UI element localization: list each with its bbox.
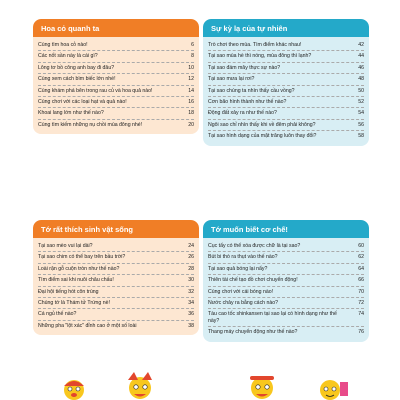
toc-page-number: 12	[188, 76, 194, 83]
toc-row	[38, 252, 194, 263]
toc-list	[33, 238, 199, 335]
section-hoa-co	[33, 19, 199, 134]
toc-title: Chúng tớ là Thám tử Trứng nè!	[38, 300, 110, 307]
toc-page-number: 64	[358, 265, 364, 272]
toc-page-number: 72	[358, 300, 364, 307]
toc-page-number: 6	[191, 42, 194, 48]
toc-row	[208, 287, 364, 298]
toc-page-number: 18	[188, 110, 194, 117]
toc-title: Lông tơ bồ công anh bay đi đâu?	[38, 64, 115, 71]
toc-page-number: 74	[358, 311, 364, 318]
toc-row	[38, 40, 194, 51]
toc-row	[208, 120, 364, 131]
toc-page-number: 16	[188, 99, 194, 106]
toc-title: Bút bi thò ra thụt vào thế nào?	[208, 254, 278, 261]
toc-title: Tại sao hình dạng của mặt trăng luôn thay đổi?	[208, 133, 317, 140]
toc-page-number: 26	[188, 254, 194, 261]
toc-title: Tại sao mèo vui lại dài?	[38, 243, 93, 249]
toc-page-number: 30	[188, 277, 194, 284]
toc-title: Cùng khám phá bên trong rau củ và hoa quả nào!	[38, 87, 153, 94]
section-title: Hoa cỏ quanh ta	[41, 23, 100, 33]
toc-list	[33, 37, 199, 134]
toc-title: Cùng xem cách bìm biếc lớn nhé!	[38, 76, 116, 83]
toc-row	[38, 97, 194, 108]
toc-page-number: 58	[358, 133, 364, 140]
toc-row	[208, 131, 364, 141]
toc-page-number: 24	[188, 243, 194, 249]
toc-page-number: 8	[191, 53, 194, 60]
toc-row	[208, 327, 364, 337]
toc-page-number: 38	[188, 322, 194, 329]
toc-page-number: 76	[358, 329, 364, 336]
toc-title: Cục tẩy có thể xóa được chữ là tại sao?	[208, 243, 301, 249]
toc-page-number: 14	[188, 87, 194, 94]
section-su-ky-la	[203, 19, 369, 146]
toc-page-number: 34	[188, 300, 194, 307]
toc-page-number: 54	[358, 110, 364, 117]
toc-row	[208, 264, 364, 275]
toc-row	[208, 252, 364, 263]
toc-list	[203, 238, 369, 342]
toc-row	[208, 97, 364, 108]
toc-title: Thang máy chuyển động như thế nào?	[208, 329, 298, 336]
toc-row	[38, 86, 194, 97]
toc-row	[38, 298, 194, 309]
toc-row	[208, 108, 364, 119]
section-sinh-vat	[33, 220, 199, 335]
toc-row	[208, 275, 364, 286]
toc-row	[208, 86, 364, 97]
toc-page-number: 46	[358, 64, 364, 71]
section-title: Tớ muốn biết cơ chế!	[211, 224, 288, 234]
toc-page-number: 70	[358, 288, 364, 295]
toc-title: Đại hội tiếng hót côn trùng	[38, 288, 99, 295]
toc-row	[208, 241, 364, 252]
toc-title: Tại sao mưa lại rơi?	[208, 76, 255, 83]
toc-row	[38, 63, 194, 74]
section-header	[33, 220, 199, 238]
section-title: Tớ rất thích sinh vật sống	[41, 224, 134, 234]
toc-page-number: 56	[358, 121, 364, 128]
toc-title: Ngôi sao chỉ nhìn thấy khi về đêm phải không?	[208, 121, 316, 128]
section-co-che	[203, 220, 369, 342]
toc-row	[38, 51, 194, 62]
toc-title: Loài rận gỗ cuộn tròn như thế nào?	[38, 265, 120, 272]
toc-row	[38, 309, 194, 320]
toc-row	[38, 264, 194, 275]
toc-title: Tại sao mùa hè thì nóng, mùa đông thì lạnh?	[208, 53, 312, 60]
character-left-icon	[64, 380, 84, 400]
toc-page-number: 42	[358, 42, 364, 48]
toc-page-number: 36	[188, 311, 194, 318]
toc-page-number: 50	[358, 87, 364, 94]
toc-title: Động đất xảy ra như thế nào?	[208, 110, 277, 117]
toc-title: Thiên tài chế tạo đồ chơi chuyển động!	[208, 277, 298, 284]
toc-row	[208, 51, 364, 62]
toc-row	[38, 275, 194, 286]
toc-title: Cá ngủ thế nào?	[38, 311, 77, 318]
toc-row	[38, 287, 194, 298]
character-middle-left-icon	[128, 372, 152, 399]
toc-page-number: 44	[358, 53, 364, 60]
toc-row	[38, 241, 194, 252]
toc-title: Cùng tìm kiếm những nụ chồi mùa đông nhé!	[38, 121, 143, 128]
toc-page-number: 20	[188, 121, 194, 128]
toc-title: Cùng chơi với cái bóng nào!	[208, 288, 274, 295]
toc-row	[208, 63, 364, 74]
toc-page-number: 60	[358, 243, 364, 249]
toc-title: Tìm điểm sai khi nuôi châu chấu!	[38, 277, 114, 284]
toc-title: Khoai lang lớn như thế nào?	[38, 110, 104, 117]
section-header	[203, 220, 369, 238]
toc-row	[208, 309, 364, 327]
toc-title: Các nốt sần này là cái gì?	[38, 53, 98, 60]
toc-page-number: 52	[358, 99, 364, 106]
toc-row	[38, 74, 194, 85]
toc-title: Tại sao chúng ta nhìn thấy cầu vồng?	[208, 87, 295, 94]
toc-list	[203, 37, 369, 146]
toc-title: Những pha "lột xác" đỉnh cao ở một số loài	[38, 322, 137, 329]
toc-row	[38, 321, 194, 331]
toc-row	[208, 298, 364, 309]
section-header	[203, 19, 369, 37]
cartoon-characters-illustration	[0, 368, 400, 400]
toc-page-number: 66	[358, 277, 364, 284]
toc-title: Cùng chơi với các loại hạt và quả nào!	[38, 99, 127, 106]
toc-title: Cùng tìm hoa cỏ nào!	[38, 42, 88, 48]
section-header	[33, 19, 199, 37]
toc-row	[38, 108, 194, 119]
toc-title: Tại sao chim có thể bay trên bầu trời?	[38, 254, 126, 261]
toc-title: Tại sao đám mây thực sự nào?	[208, 64, 281, 71]
toc-row	[38, 120, 194, 130]
toc-title: Cơn bão hình thành như thế nào?	[208, 99, 287, 106]
section-title: Sự kỳ lạ của tự nhiên	[211, 23, 288, 33]
toc-title: Trò chơi theo mùa. Tìm điểm khác nhau!	[208, 42, 302, 48]
character-middle-right-icon	[250, 376, 274, 399]
toc-title: Tại sao quả bóng lại nẩy?	[208, 265, 268, 272]
toc-row	[208, 74, 364, 85]
toc-page-number: 10	[188, 64, 194, 71]
toc-page-number: 62	[358, 254, 364, 261]
toc-title: Tàu cao tốc shinkansen tại sao lại có hình dạng như thế này?	[208, 311, 337, 324]
toc-row	[208, 40, 364, 51]
character-right-icon	[320, 380, 348, 400]
toc-page-number: 48	[358, 76, 364, 83]
toc-page-number: 32	[188, 288, 194, 295]
toc-title: Nước chảy ra bằng cách nào?	[208, 300, 279, 307]
toc-page-number: 28	[188, 265, 194, 272]
